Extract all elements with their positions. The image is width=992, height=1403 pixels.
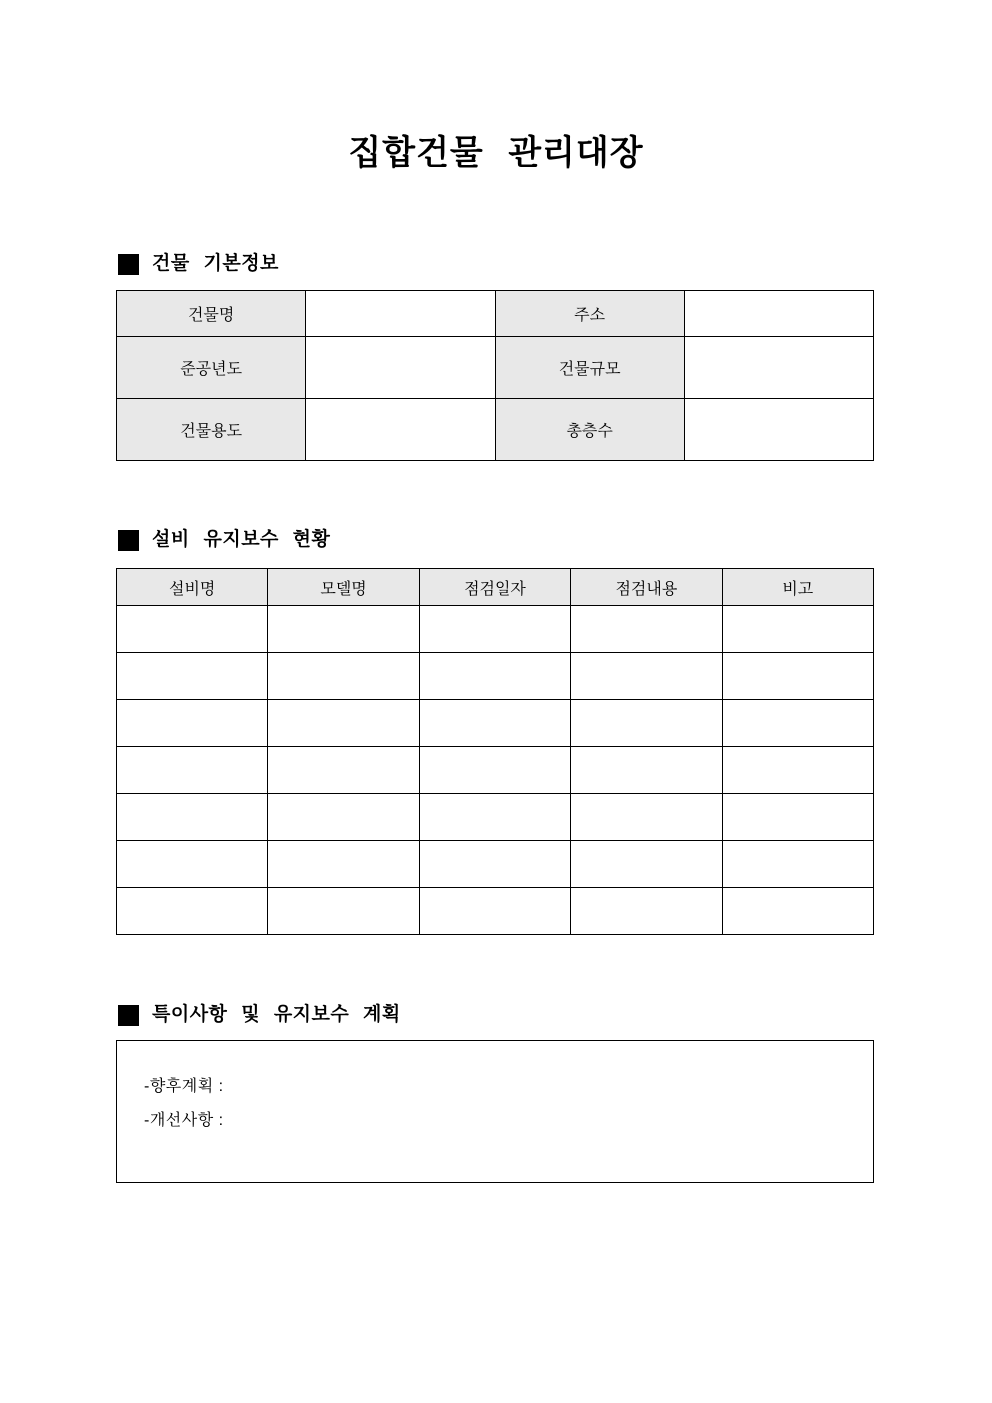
section-heading-maintenance [118,527,330,553]
field-label-building-scale: 건물규모 [495,337,684,399]
table-row [117,653,874,700]
empty-cell [722,606,873,653]
field-value-total-floors [684,399,873,461]
empty-cell [722,841,873,888]
column-header-inspection-detail: 점검내용 [571,569,722,606]
field-label-building-use: 건물용도 [117,399,306,461]
empty-cell [117,747,268,794]
empty-cell [571,841,722,888]
empty-cell [268,747,419,794]
field-value-building-use [306,399,495,461]
empty-cell [571,606,722,653]
field-label-address: 주소 [495,291,684,337]
empty-cell [571,653,722,700]
field-value-completion-year [306,337,495,399]
empty-cell [268,841,419,888]
table-row [117,700,874,747]
empty-cell [419,747,570,794]
empty-cell [268,794,419,841]
table-header-row [117,569,874,606]
notes-box [116,1040,874,1183]
note-line-future-plan: -향후계획 : [144,1078,224,1095]
empty-cell [117,841,268,888]
empty-cell [419,606,570,653]
empty-cell [117,888,268,935]
field-value-address [684,291,873,337]
column-header-remarks: 비고 [722,569,873,606]
empty-cell [419,888,570,935]
field-value-building-name [306,291,495,337]
empty-cell [419,653,570,700]
square-bullet-icon [118,254,139,275]
empty-cell [268,700,419,747]
empty-cell [268,653,419,700]
field-label-building-name: 건물명 [117,291,306,337]
field-label-total-floors: 총층수 [495,399,684,461]
empty-cell [571,747,722,794]
column-header-model-name: 모델명 [268,569,419,606]
empty-cell [722,653,873,700]
column-header-equipment-name: 설비명 [117,569,268,606]
section-heading-text: 건물 기본정보 [152,253,279,274]
empty-cell [722,794,873,841]
empty-cell [571,794,722,841]
table-row [117,888,874,935]
section-heading-notes [118,1002,401,1028]
empty-cell [571,700,722,747]
table-row [117,337,874,399]
empty-cell [117,606,268,653]
square-bullet-icon [118,1005,139,1026]
empty-cell [117,653,268,700]
empty-cell [268,606,419,653]
empty-cell [571,888,722,935]
section-heading-text: 설비 유지보수 현황 [152,529,331,550]
table-row [117,747,874,794]
note-line-improvements: -개선사항 : [144,1112,224,1129]
table-row [117,841,874,888]
table-row [117,399,874,461]
empty-cell [117,794,268,841]
square-bullet-icon [118,530,139,551]
empty-cell [117,700,268,747]
empty-cell [268,888,419,935]
field-label-completion-year: 준공년도 [117,337,306,399]
basic-info-table [116,290,874,461]
section-heading-basic-info [118,251,279,277]
empty-cell [419,794,570,841]
field-value-building-scale [684,337,873,399]
empty-cell [722,747,873,794]
empty-cell [419,700,570,747]
table-row [117,606,874,653]
maintenance-table [116,568,874,935]
table-row [117,291,874,337]
empty-cell [419,841,570,888]
empty-cell [722,700,873,747]
section-heading-text: 특이사항 및 유지보수 계획 [152,1004,401,1025]
table-row [117,794,874,841]
document-title: 집합건물 관리대장 [348,134,644,172]
empty-cell [722,888,873,935]
column-header-inspection-date: 점검일자 [419,569,570,606]
